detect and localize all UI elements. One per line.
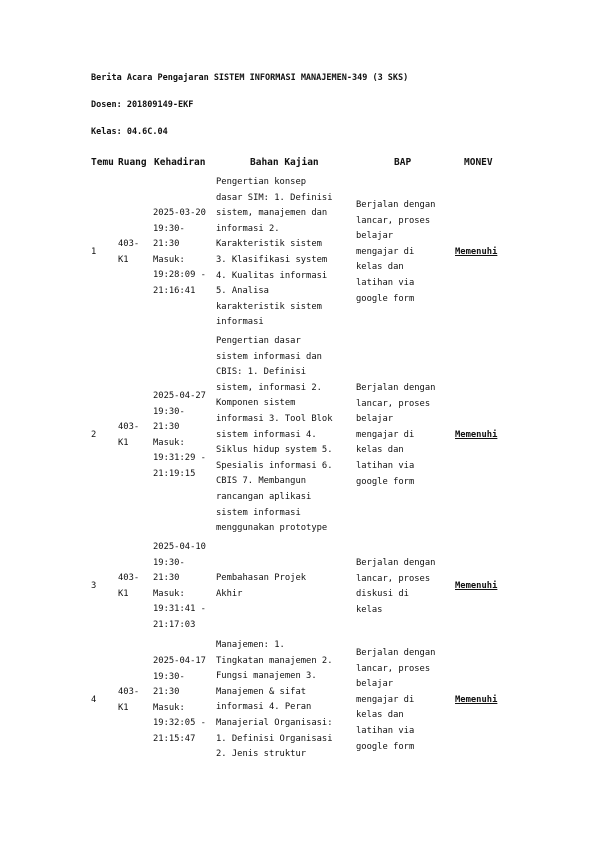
col-header-ruang: Ruang [118,157,147,168]
cell-bap: Berjalan dengan lancar, proses belajar mengajar di kelas dan latihan via google form [356,383,436,487]
col-header-kehadiran: Kehadiran [154,157,206,168]
cell-bahan-kajian: Pengertian konsep dasar SIM: 1. Definisi sistem, manajemen dan informasi 2. Karakteristik sistem 3. Klasifikasi system 4. Kualitas informasi 5. Analisa karakteristik sistem informasi [216,177,333,328]
cell-monev: Memenuhi [455,695,498,705]
document-title: Berita Acara Pengajaran SISTEM INFORMASI MANAJEMEN-349 (3 SKS) [91,73,409,83]
cell-temu: 3 [91,581,97,591]
cell-ruang: 403- K1 [118,239,140,265]
cell-ruang: 403- K1 [118,687,140,713]
cell-kehadiran: 2025-04-10 19:30- 21:30 Masuk: 19:31:41 - 21:17:03 [153,542,206,630]
col-header-temu: Temu [91,157,114,168]
cell-bap: Berjalan dengan lancar, proses diskusi di kelas [356,558,436,615]
cell-bahan-kajian: Pembahasan Projek Akhir [216,573,307,599]
cell-bahan-kajian: Manajemen: 1. Tingkatan manajemen 2. Fungsi manajemen 3. Manajemen & sifat informasi 4. Peran Manajerial Organisasi: 1. Definisi Organisasi 2. Jenis struktur [216,640,333,760]
col-header-bahan-kajian: Bahan Kajian [250,157,319,168]
cell-monev: Memenuhi [455,430,498,440]
col-header-bap: BAP [394,157,412,168]
cell-bap: Berjalan dengan lancar, proses belajar mengajar di kelas dan latihan via google form [356,200,436,304]
cell-temu: 1 [91,247,97,257]
kelas-label: Kelas: 04.6C.04 [91,127,168,137]
cell-monev: Memenuhi [455,581,498,591]
cell-temu: 4 [91,695,97,705]
cell-ruang: 403- K1 [118,573,140,599]
cell-kehadiran: 2025-03-20 19:30- 21:30 Masuk: 19:28:09 - 21:16:41 [153,208,206,296]
dosen-label: Dosen: 201809149-EKF [91,100,194,110]
cell-bahan-kajian: Pengertian dasar sistem informasi dan CBIS: 1. Definisi sistem, informasi 2. Komponen sistem informasi 3. Tool Blok sistem informasi 4. Siklus hidup system 5. Spesialis informasi 6. CBIS 7. Membangun rancangan aplikasi sistem informasi menggunakan prototype [216,336,333,534]
cell-kehadiran: 2025-04-17 19:30- 21:30 Masuk: 19:32:05 - 21:15:47 [153,656,206,744]
col-header-monev: MONEV [464,157,493,168]
cell-temu: 2 [91,430,97,440]
cell-kehadiran: 2025-04-27 19:30- 21:30 Masuk: 19:31:29 - 21:19:15 [153,391,206,479]
cell-monev: Memenuhi [455,247,498,257]
cell-bap: Berjalan dengan lancar, proses belajar mengajar di kelas dan latihan via google form [356,648,436,752]
cell-ruang: 403- K1 [118,422,140,448]
